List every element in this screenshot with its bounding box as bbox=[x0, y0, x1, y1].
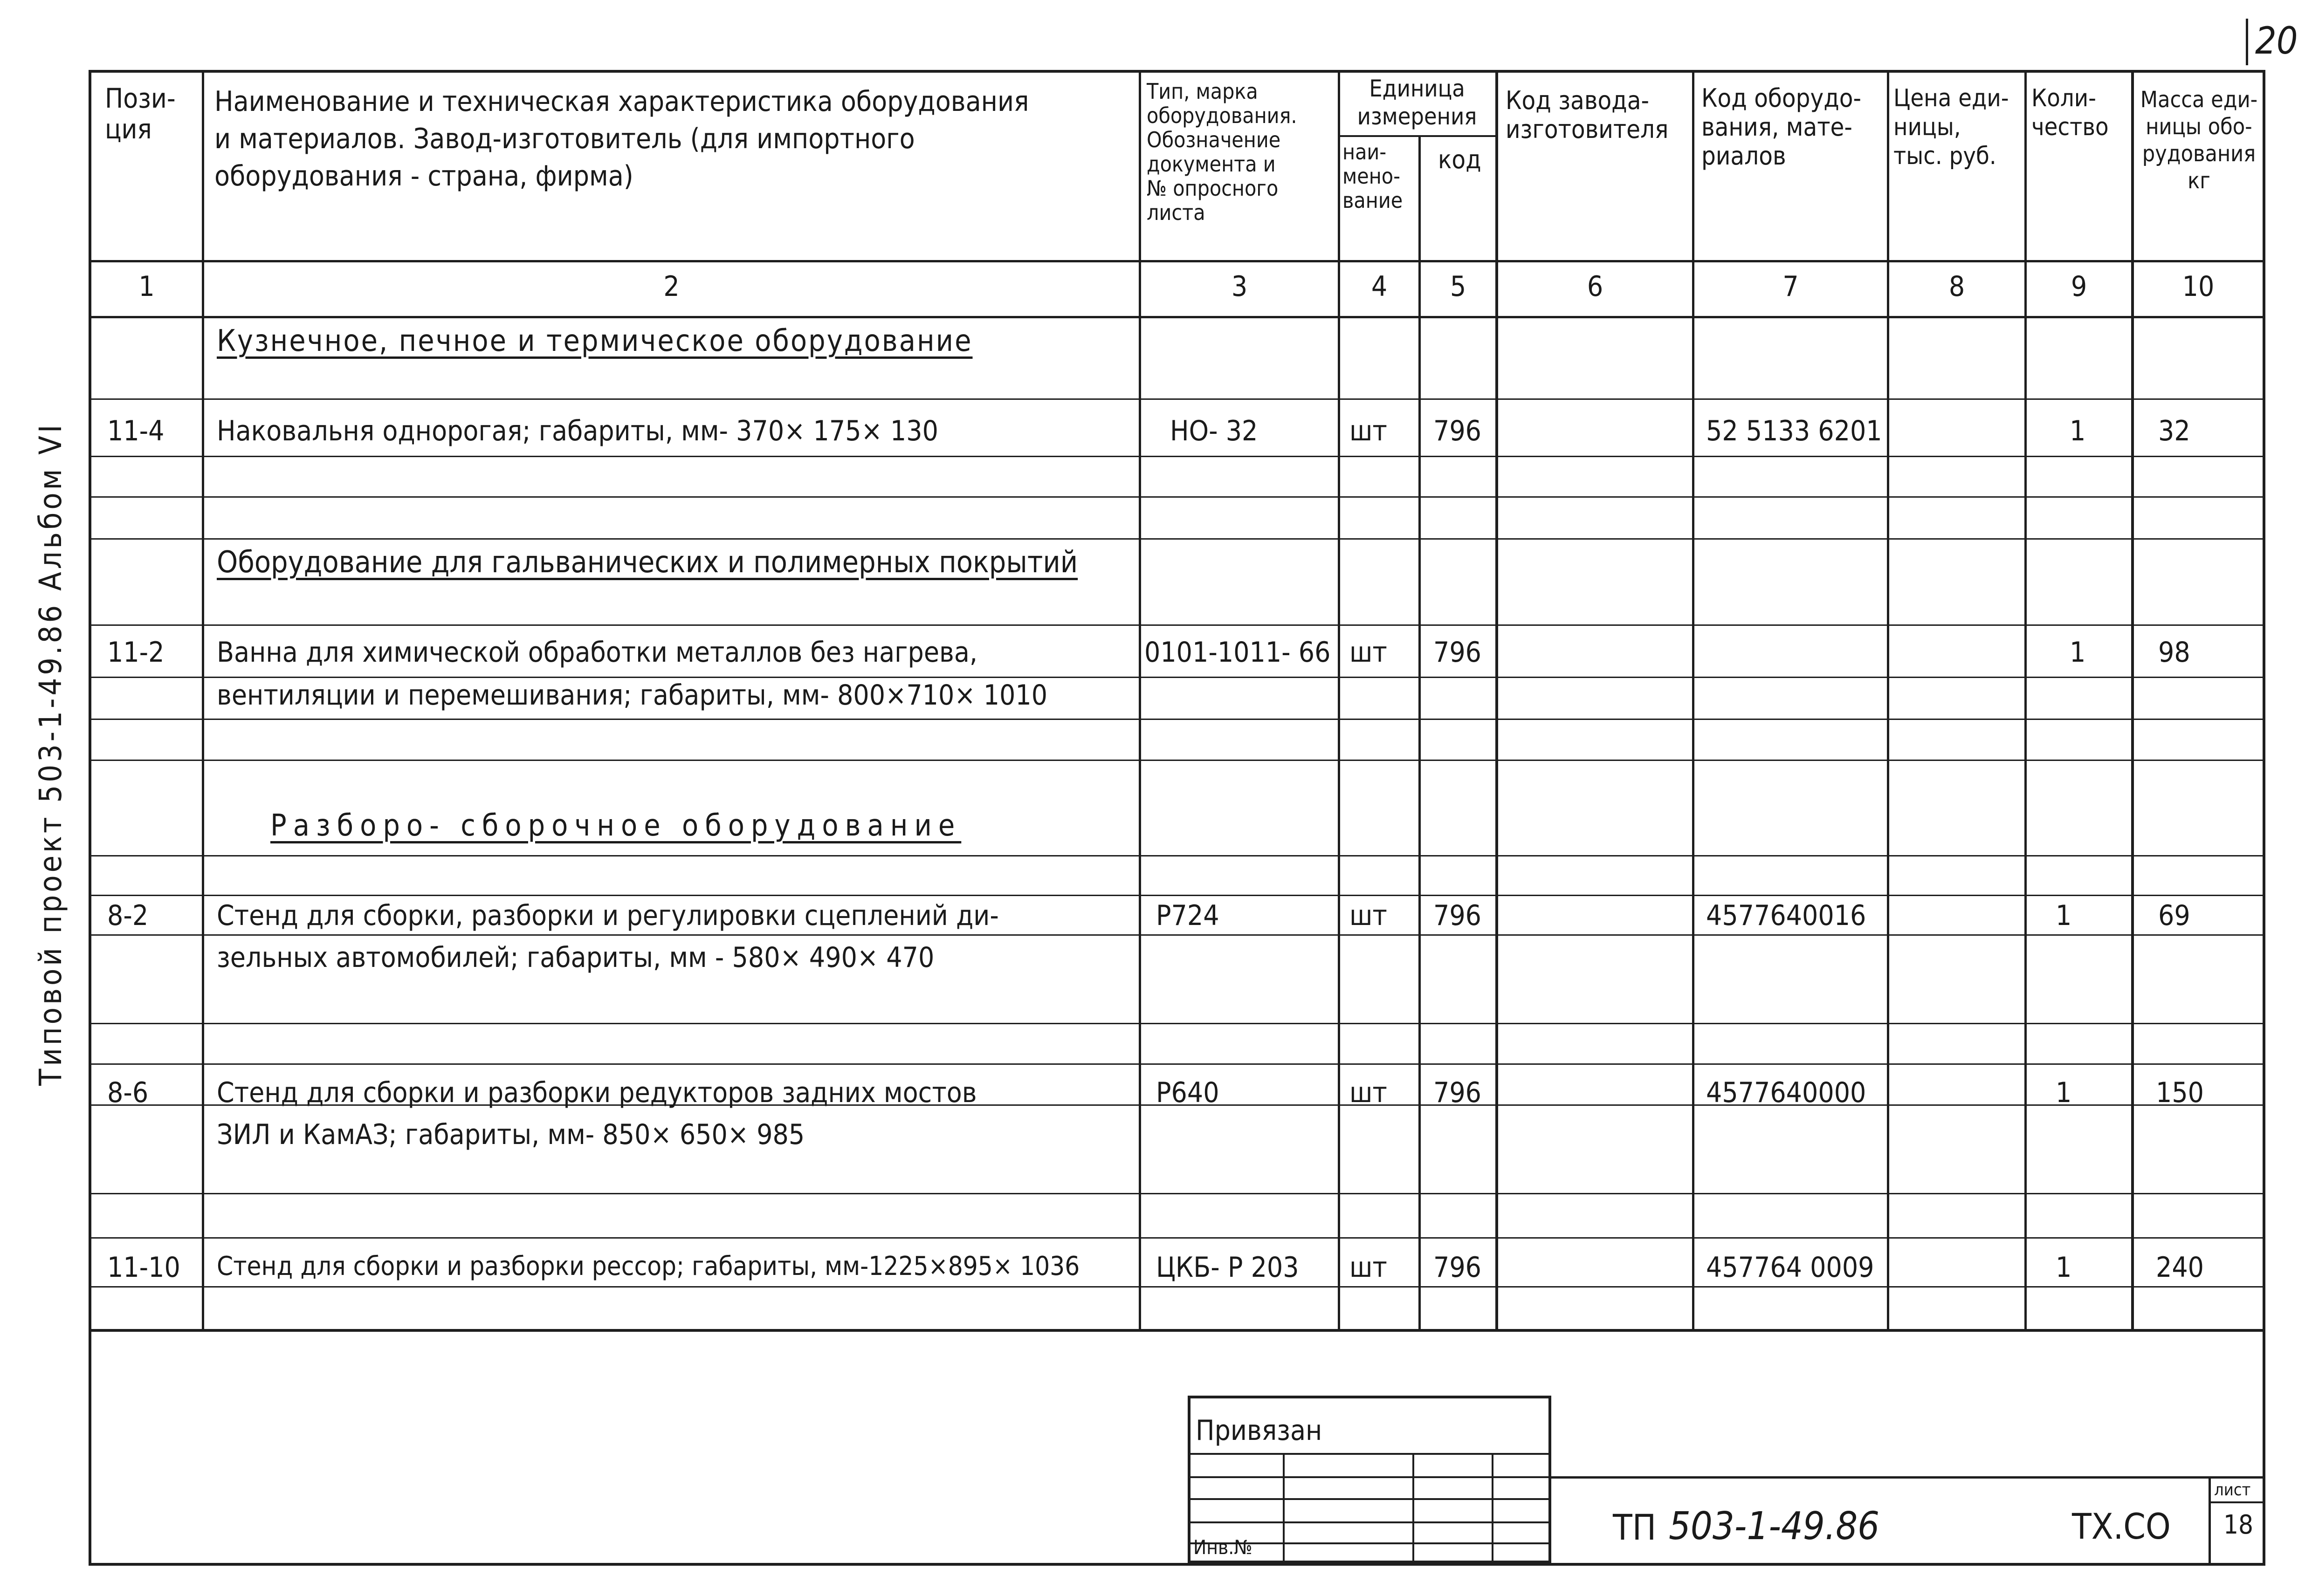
item-unit-code: 796 bbox=[1433, 899, 1482, 932]
item-position: 11-10 bbox=[107, 1251, 180, 1284]
item-mass: 98 bbox=[2158, 636, 2190, 669]
item-position: 8-2 bbox=[107, 899, 149, 932]
col-number-6: 6 bbox=[1587, 270, 1603, 303]
header-price: Цена еди- ницы, тыс. руб. bbox=[1893, 84, 2009, 170]
side-vertical-text: Типовой проект 503-1-49.86 Альбом VI bbox=[33, 422, 69, 1086]
col-number-3: 3 bbox=[1231, 270, 1248, 303]
item-unit-code: 796 bbox=[1433, 636, 1482, 669]
item-equipment-code: 4577640000 bbox=[1706, 1076, 1866, 1109]
section-heading-galvanic: Оборудование для гальванических и полимерных покрытий bbox=[217, 545, 1078, 580]
item-name: Наковальня однорогая; габариты, мм- 370× 175× 130 bbox=[217, 415, 938, 447]
item-equipment-code: 52 5133 6201 bbox=[1706, 415, 1882, 447]
item-type: Р640 bbox=[1156, 1076, 1219, 1109]
item-name: Стенд для сборки и разборки редукторов задних мостов bbox=[217, 1076, 977, 1109]
sheet-number: 18 bbox=[2223, 1510, 2254, 1540]
item-name-continued: зельных автомобилей; габариты, мм - 580× 490× 470 bbox=[217, 941, 935, 974]
header-factory-code: Код завода- изготовителя bbox=[1506, 86, 1669, 144]
item-name-continued: вентиляции и перемешивания; габариты, мм- 800×710× 1010 bbox=[217, 679, 1048, 712]
item-unit-code: 796 bbox=[1433, 1076, 1482, 1109]
header-unit-code: код bbox=[1438, 145, 1481, 174]
frame-bottom-border bbox=[89, 1563, 2265, 1566]
item-unit: шт bbox=[1349, 636, 1387, 669]
item-equipment-code: 4577640016 bbox=[1706, 899, 1866, 932]
col-number-5: 5 bbox=[1450, 270, 1466, 303]
item-unit: шт bbox=[1349, 899, 1387, 932]
item-quantity: 1 bbox=[2056, 899, 2072, 932]
project-prefix: ТП bbox=[1613, 1507, 1657, 1548]
col-number-9: 9 bbox=[2071, 270, 2087, 303]
item-position: 11-2 bbox=[107, 636, 165, 669]
page-number: 20 bbox=[2255, 19, 2298, 62]
item-type: Р724 bbox=[1156, 899, 1219, 932]
item-type: 0101-1011- 66 bbox=[1144, 636, 1331, 669]
project-code: 503-1-49.86 bbox=[1669, 1504, 1880, 1548]
header-quantity: Коли- чество bbox=[2031, 84, 2109, 141]
item-quantity: 1 bbox=[2056, 1251, 2072, 1284]
binding-label: Привязан bbox=[1196, 1414, 1322, 1447]
item-unit-code: 796 bbox=[1433, 1251, 1482, 1284]
col-number-8: 8 bbox=[1948, 270, 1965, 303]
item-type: ЦКБ- Р 203 bbox=[1156, 1251, 1299, 1284]
item-quantity: 1 bbox=[2056, 1076, 2072, 1109]
header-mass: Масса еди- ницы обо- рудования кг bbox=[2140, 87, 2258, 194]
item-type: НО- 32 bbox=[1170, 415, 1258, 447]
item-name-continued: ЗИЛ и КамАЗ; габариты, мм- 850× 650× 985 bbox=[217, 1118, 805, 1151]
col-number-4: 4 bbox=[1371, 270, 1388, 303]
item-name: Стенд для сборки, разборки и регулировки сцеплений ди- bbox=[217, 899, 999, 932]
item-mass: 240 bbox=[2156, 1251, 2204, 1284]
item-mass: 32 bbox=[2158, 415, 2190, 447]
item-name: Ванна для химической обработки металлов без нагрева, bbox=[217, 636, 978, 669]
item-mass: 150 bbox=[2156, 1076, 2204, 1109]
item-unit: шт bbox=[1349, 1076, 1387, 1109]
item-name: Стенд для сборки и разборки рессор; габариты, мм-1225×895× 1036 bbox=[217, 1251, 1080, 1281]
section-heading-assembly: Разборо- сборочное оборудование bbox=[270, 808, 962, 843]
item-quantity: 1 bbox=[2070, 636, 2086, 669]
section-heading-forge: Кузнечное, печное и термическое оборудование bbox=[217, 324, 973, 358]
header-name: Наименование и техническая характеристика оборудования и материалов. Завод-изготовитель (для импортного оборудования - страна, фирма) bbox=[214, 85, 1029, 192]
header-type: Тип, марка оборудования. Обозначение документа и № опросного листа bbox=[1147, 79, 1297, 225]
header-equipment-code: Код оборудо- вания, мате- риалов bbox=[1701, 83, 1862, 171]
header-unit: Единица измерения bbox=[1357, 75, 1477, 130]
item-equipment-code: 457764 0009 bbox=[1706, 1251, 1874, 1284]
item-unit: шт bbox=[1349, 1251, 1387, 1284]
header-unit-name: наи- мено- вание bbox=[1342, 139, 1403, 213]
item-unit: шт bbox=[1349, 415, 1387, 447]
table-right-border bbox=[2263, 70, 2265, 1566]
table-top-border bbox=[89, 70, 2265, 73]
item-position: 8-6 bbox=[107, 1076, 149, 1109]
header-position: Пози- ция bbox=[105, 82, 176, 145]
col-number-2: 2 bbox=[663, 270, 680, 303]
col-number-1: 1 bbox=[138, 270, 155, 303]
item-quantity: 1 bbox=[2070, 415, 2086, 447]
item-position: 11-4 bbox=[107, 415, 165, 447]
col-number-10: 10 bbox=[2182, 270, 2215, 303]
document-code: ТХ.СО bbox=[2072, 1506, 2171, 1547]
sheet-label: лист bbox=[2214, 1480, 2251, 1500]
inventory-number-label: Инв.№ bbox=[1193, 1536, 1252, 1559]
item-unit-code: 796 bbox=[1433, 415, 1482, 447]
item-mass: 69 bbox=[2158, 899, 2190, 932]
col-number-7: 7 bbox=[1782, 270, 1799, 303]
